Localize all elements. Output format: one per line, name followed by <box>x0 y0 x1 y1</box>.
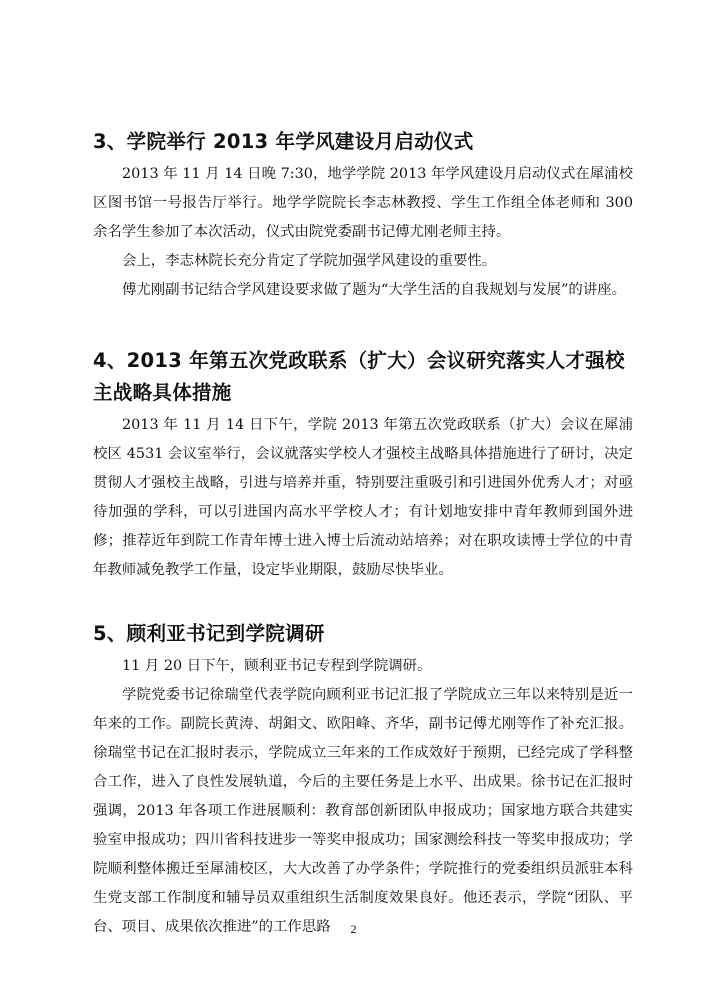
section-heading: 4、2013 年第五次党政联系（扩大）会议研究落实人才强校主战略具体措施 <box>93 349 625 404</box>
paragraph: 2013 年 11 月 14 日晚 7:30，地学学院 2013 年学风建设月启动仪式在犀浦校区图书馆一号报告厅举行。地学学院院长李志林教授、学生工作组全体老师和 300 余名学生参加了本次活动，仪式由院党委副书记傅尤刚老师主持。 <box>93 166 633 240</box>
section-secretary-visit <box>93 618 633 942</box>
paragraph: 2013 年 11 月 14 日下午，学院 2013 年第五次党政联系（扩大）会议在犀浦校区 4531 会议室举行，会议就落实学校人才强校主战略具体措施进行了研讨，决定贯彻人才强校主战略，引进与培养并重，特别要注重吸引和引进国外优秀人才；对亟待加强的学科，可以引进国内高水平学校人才；有计划地安排中青年教师到国外进修；推荐近年到院工作青年博士进入博士后流动站培养；对在职攻读博士学位的中青年教师减免教学工作量，设定毕业期限，鼓励尽快毕业。 <box>93 417 633 578</box>
section-party-meeting <box>93 345 633 585</box>
section-heading: 3、学院举行 2013 年学风建设月启动仪式 <box>93 130 474 153</box>
paragraph: 11 月 20 日下午，顾利亚书记专程到学院调研。 <box>122 658 432 674</box>
paragraph: 学院党委书记徐瑞堂代表学院向顾利亚书记汇报了学院成立三年以来特别是近一年来的工作。副院长黄涛、胡鉬文、欧阳峰、齐华，副书记傅尤刚等作了补充汇报。徐瑞堂书记在汇报时表示，学院成立三年来的工作成效好于预期，已经完成了学科整合工作，进入了良性发展轨道，今后的主要任务是上水平、出成果。徐书记在汇报时强调，2013 年各项工作进展顺利：教育部创新团队申报成功；国家地方联合共建实验室申报成功；四川省科技进步一等奖申报成功；国家测绘科技一等奖申报成功；学院顺利整体搬迁至犀浦校区，大大改善了办学条件；学院推行的党委组织员派驻本科生党支部工作制度和辅导员双重组织生活制度效果良好。他还表示，学院“团队、平台、项目、成果依次推进”的工作思路 <box>93 687 633 935</box>
page-number: 2 <box>350 922 357 936</box>
paragraph: 傅尤刚副书记结合学风建设要求做了题为“大学生活的自我规划与发展”的讲座。 <box>122 282 626 298</box>
section-study-style-month <box>93 126 633 305</box>
paragraph: 会上，李志林院长充分肯定了学院加强学风建设的重要性。 <box>122 253 497 269</box>
section-heading: 5、顾利亚书记到学院调研 <box>93 622 325 645</box>
